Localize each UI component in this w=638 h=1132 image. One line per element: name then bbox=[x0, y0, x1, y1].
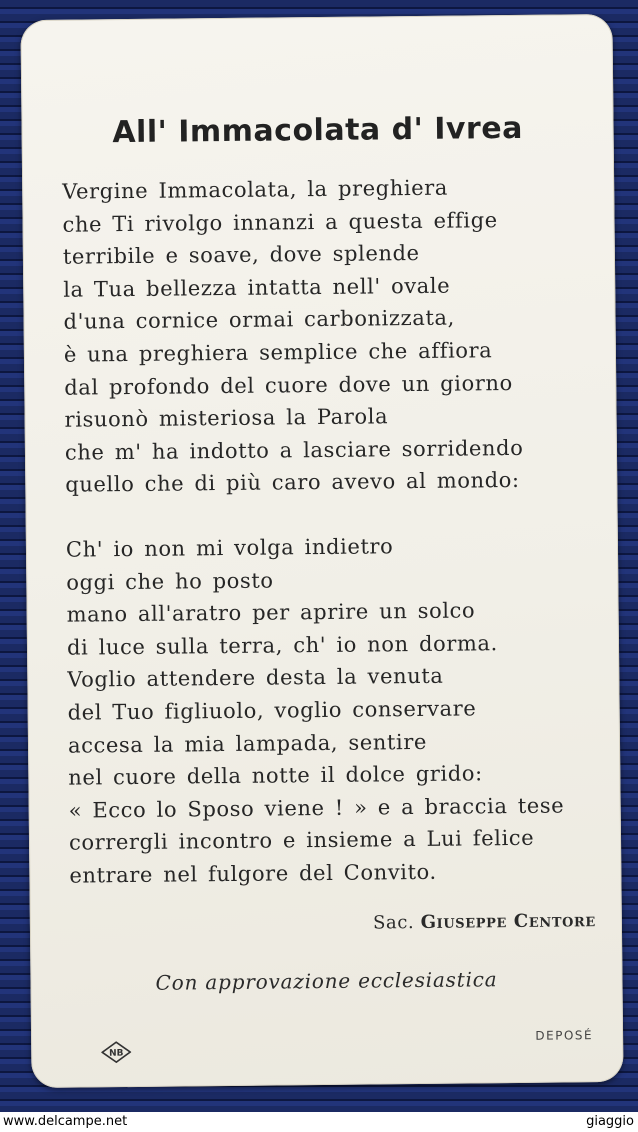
svg-text:NB: NB bbox=[108, 1048, 124, 1059]
signature bbox=[373, 910, 596, 933]
poem-line: che m' ha indotto a lasciare sorridendo bbox=[64, 435, 524, 465]
nb-logo bbox=[101, 1041, 131, 1063]
poem-line: d'una cornice ormai carbonizzata, bbox=[63, 305, 455, 335]
poem-line: corrergli incontro e insieme a Lui felice bbox=[68, 826, 535, 855]
poem-line: Voglio attendere desta la venuta bbox=[67, 664, 444, 692]
poem-line: dal profondo del cuore dove un giorno bbox=[64, 370, 513, 400]
poem-line: quello che di più caro avevo al mondo: bbox=[65, 468, 520, 498]
poem-line: accesa la mia lampada, sentire bbox=[67, 729, 428, 758]
poem-line: è una preghiera semplice che affiora bbox=[63, 338, 493, 367]
holy-card bbox=[20, 14, 623, 1088]
card-title: All' Immacolata d' Ivrea bbox=[112, 110, 524, 151]
poem-line: Vergine Immacolata, la preghiera bbox=[62, 175, 449, 204]
prayer-text bbox=[62, 170, 599, 892]
poem-line: « Ecco lo Sposo viene ! » e a braccia tese bbox=[68, 793, 565, 823]
poem-line: la Tua bellezza intatta nell' ovale bbox=[63, 273, 451, 302]
poem-line: di luce sulla terra, ch' io non dorma. bbox=[66, 630, 498, 660]
poem-line: entrare nel fulgore del Convito. bbox=[69, 859, 437, 888]
poem-line: risuonò misteriosa la Parola bbox=[64, 404, 389, 432]
poem-line: che Ti rivolgo innanzi a questa effige bbox=[62, 207, 498, 237]
poem-line: Ch' io non mi volga indietro bbox=[65, 534, 394, 562]
poem-line: nel cuore della notte il dolce grido: bbox=[68, 761, 483, 790]
poem-line: mano all'aratro per aprire un solco bbox=[66, 598, 476, 627]
poem-line: terribile e soave, dove splende bbox=[62, 241, 420, 269]
signature-name: Giuseppe Centore bbox=[420, 910, 596, 933]
approval-note: Con approvazione ecclesiastica bbox=[155, 967, 498, 995]
signature-prefix: Sac. bbox=[372, 912, 415, 934]
watermark-left: www.delcampe.net bbox=[3, 1114, 128, 1129]
depose-mark: DEPOSÉ bbox=[535, 1028, 594, 1043]
poem-line: oggi che ho posto bbox=[66, 568, 274, 595]
poem-line: del Tuo figliuolo, voglio conservare bbox=[67, 696, 477, 725]
watermark-bar bbox=[0, 1112, 638, 1132]
watermark-right: giaggio bbox=[586, 1114, 634, 1129]
